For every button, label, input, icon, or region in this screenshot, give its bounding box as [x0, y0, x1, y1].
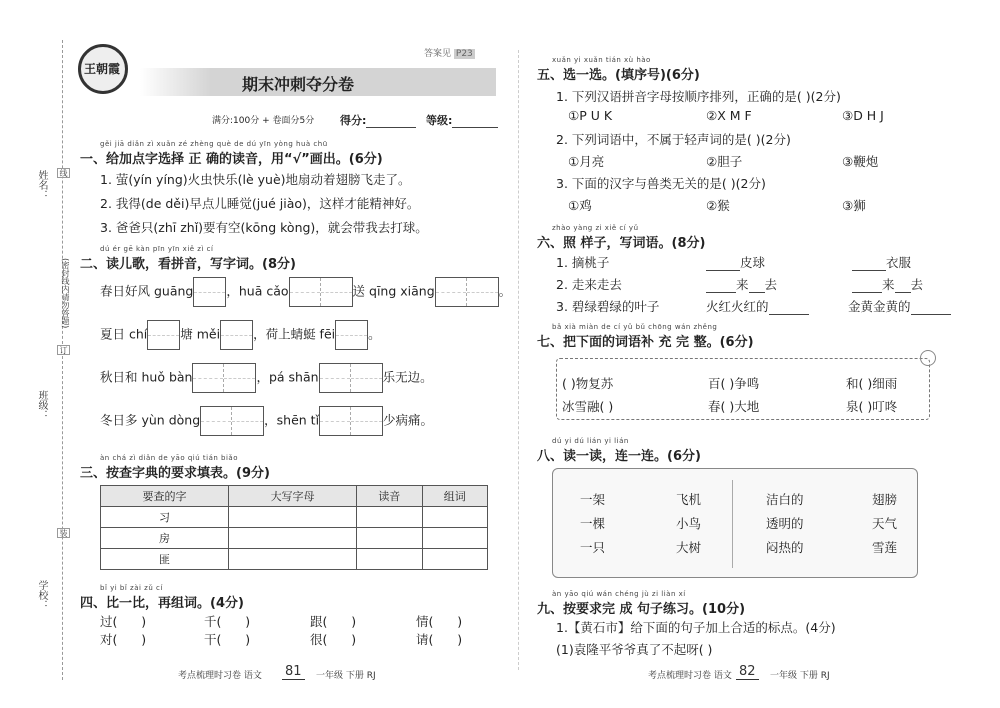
table-cell-char: 匪	[101, 549, 229, 570]
s9-title: 九、按要求完 成 句子练习。(10分)	[537, 602, 746, 617]
grade-label	[426, 112, 498, 128]
sun-icon	[920, 350, 936, 366]
pair-2[interactable]	[204, 612, 250, 648]
table-cell[interactable]	[357, 507, 422, 528]
s2-l4-text-c: 少病痛。	[383, 412, 434, 428]
s6-example-3: 3. 碧绿碧绿的叶子	[556, 299, 660, 314]
s4-title: 四、比一比，再组词。(4分)	[80, 596, 244, 611]
s6-word: 火红火红的	[706, 299, 769, 314]
s3-pinyin: àn chá zì diǎn de yāo qiú tián biǎo	[100, 454, 239, 462]
s2-grid-6[interactable]	[335, 320, 368, 350]
s1-item-1[interactable]: 1. 萤(yín yíng)火虫快乐(lè yuè)地扇动着翅膀飞走了。	[100, 172, 411, 187]
s4-pinyin: bǐ yi bǐ zài zǔ cí	[100, 584, 163, 592]
footer-left-grade: 一年级 下册 RJ	[316, 671, 376, 681]
table-header: 读音	[357, 486, 422, 507]
footer-left-info: 考点梳理时习卷 语文	[178, 671, 262, 681]
s2-grid-2[interactable]	[289, 277, 353, 307]
table-cell[interactable]	[229, 549, 357, 570]
pair-close: )	[141, 632, 147, 647]
pair-word: 很(	[310, 632, 328, 647]
match-item[interactable]: 闷热的	[766, 540, 804, 555]
s6-word: 皮球	[740, 255, 766, 270]
binding-line	[62, 40, 63, 680]
s7-item[interactable]: ( )物复苏	[562, 376, 614, 391]
s6-word: 来	[882, 277, 895, 292]
table-header: 大写字母	[229, 486, 357, 507]
s7-item[interactable]: 春( )大地	[708, 399, 760, 414]
pair-word: 千(	[204, 614, 222, 629]
s5-q2-opt-1[interactable]: ①月亮	[568, 154, 605, 169]
table-row	[101, 528, 488, 549]
match-item[interactable]: 洁白的	[766, 492, 804, 507]
answer-ref	[424, 46, 475, 59]
match-item[interactable]: 雪莲	[872, 540, 898, 555]
pair-1[interactable]	[100, 612, 146, 648]
pair-close: )	[245, 632, 251, 647]
match-item[interactable]: 天气	[872, 516, 898, 531]
s6-title: 六、照 样子，写词语。(8分)	[537, 236, 706, 251]
name-label: 姓名：	[36, 170, 47, 200]
table-header: 组词	[422, 486, 487, 507]
pair-word: 过(	[100, 614, 118, 629]
s5-pinyin: xuǎn yi xuǎn tián xù hào	[552, 56, 651, 64]
s2-l4-text-b: ，shēn tǐ	[264, 412, 320, 428]
s6-word: 金黄金黄的	[848, 299, 911, 314]
table-cell[interactable]	[229, 507, 357, 528]
pair-word: 对(	[100, 632, 118, 647]
table-cell[interactable]	[422, 528, 487, 549]
s6-example-1: 1. 摘桃子	[556, 255, 610, 270]
s5-q3-opt-3[interactable]: ③狮	[842, 198, 866, 213]
s2-l2-text-c: ，荷上蜻蜓 fēi	[253, 326, 336, 342]
pair-close: )	[141, 614, 147, 629]
footer-right-info: 考点梳理时习卷 语文	[648, 671, 732, 681]
logo-text: 王朝霞	[84, 62, 121, 76]
s6-blank-3[interactable]	[706, 275, 777, 293]
compare-words	[100, 612, 492, 658]
s5-q2-opt-2[interactable]: ②胆子	[706, 154, 743, 169]
s2-pinyin: dú ér gē kàn pīn yīn xiě zì cí	[100, 245, 214, 253]
s6-word: 去	[910, 277, 924, 292]
s2-l2-text-d: 。	[368, 326, 381, 342]
s2-line-3	[100, 363, 433, 393]
seal-mark-2: 订	[59, 346, 68, 354]
table-cell[interactable]	[229, 528, 357, 549]
pair-close: )	[351, 632, 357, 647]
page-title: 期末冲刺夺分卷	[242, 75, 355, 94]
s7-item[interactable]: 泉( )叮咚	[846, 399, 898, 414]
table-header: 要查的字	[101, 486, 229, 507]
s5-title: 五、选一选。(填序号)(6分)	[537, 68, 700, 83]
s6-example-2: 2. 走来走去	[556, 277, 622, 292]
table-row	[101, 549, 488, 570]
dictionary-table	[100, 485, 488, 570]
s2-grid-4[interactable]	[147, 320, 180, 350]
seal-text: (密封线内请勿答题)	[61, 258, 70, 329]
score-blank[interactable]	[366, 127, 416, 128]
s2-grid-9[interactable]	[200, 406, 264, 436]
s2-line-2	[100, 320, 381, 350]
s2-l1-text-b: ，huā cǎo	[226, 283, 289, 299]
pair-close: )	[245, 614, 251, 629]
score-label-text: 得分:	[340, 114, 367, 127]
s7-item[interactable]: 冰雪融( )	[562, 399, 614, 414]
s2-line-4	[100, 406, 433, 436]
s2-grid-5[interactable]	[220, 320, 253, 350]
s8-pinyin: dú yi dú lián yi lián	[552, 437, 629, 445]
match-item[interactable]: 飞机	[676, 492, 702, 507]
s8-title: 八、读一读，连一连。(6分)	[537, 449, 701, 464]
table-cell[interactable]	[422, 507, 487, 528]
footer-right-grade: 一年级 下册 RJ	[770, 671, 830, 681]
seal-mark-3: 装	[59, 529, 68, 537]
table-cell[interactable]	[357, 528, 422, 549]
s6-word: 去	[764, 277, 778, 292]
pair-word: 情(	[416, 614, 434, 629]
match-item[interactable]: 透明的	[766, 516, 804, 531]
s2-l1-text-c: 送 qīng xiāng	[352, 283, 435, 299]
s5-q2-opt-3[interactable]: ③鞭炮	[842, 154, 879, 169]
answer-page: P23	[455, 49, 473, 59]
s6-blank-5[interactable]	[706, 297, 809, 315]
s2-l4-text-a: 冬日多 yùn dòng	[100, 412, 201, 428]
s2-grid-1[interactable]	[193, 277, 226, 307]
match-item[interactable]: 小鸟	[676, 516, 702, 531]
s3-title: 三、按查字典的要求填表。(9分)	[80, 466, 270, 481]
s7-item[interactable]: 百( )争鸣	[708, 376, 760, 391]
s5-q3: 3. 下面的汉字与兽类无关的是( )(2分)	[556, 176, 766, 191]
s9-q1: 1.【黄石市】给下面的句子加上合适的标点。(4分)	[556, 620, 836, 635]
s2-l2-text-a: 夏日 chí	[100, 326, 148, 342]
match-item[interactable]: 翅膀	[872, 492, 898, 507]
grade-blank[interactable]	[452, 127, 498, 128]
s7-title: 七、把下面的词语补 充 完 整。(6分)	[537, 335, 754, 350]
page-number-right: 82	[736, 664, 759, 680]
s1-item-2[interactable]: 2. 我得(de děi)早点儿睡觉(jué jiào)，这样才能精神好。	[100, 196, 420, 211]
s6-word: 来	[736, 277, 749, 292]
s6-word: 衣服	[886, 255, 912, 270]
pair-3[interactable]	[310, 612, 356, 648]
s6-pinyin: zhào yàng zi xiě cí yǔ	[552, 224, 639, 232]
s8-box	[552, 468, 918, 578]
match-item[interactable]: 一棵	[580, 516, 606, 531]
page-number-left: 81	[282, 664, 305, 680]
s6-blank-4[interactable]	[852, 275, 923, 293]
pair-close: )	[457, 632, 463, 647]
s5-q1-opt-3[interactable]: ③D H J	[842, 108, 884, 123]
s2-l3-text-a: 秋日和 huǒ bàn	[100, 369, 193, 385]
s7-pinyin: bǎ xià miàn de cí yǔ bǔ chōng wán zhěng	[552, 323, 718, 331]
pair-4[interactable]	[416, 612, 462, 648]
s2-l1-text-d: 。	[498, 283, 512, 299]
table-cell-char: 习	[101, 507, 229, 528]
match-item[interactable]: 一架	[580, 492, 606, 507]
pair-close: )	[351, 614, 357, 629]
s9-pinyin: àn yāo qiú wán chéng jù zi liàn xí	[552, 590, 686, 598]
s2-title: 二、读儿歌，看拼音，写字词。(8分)	[80, 257, 296, 272]
s5-q1: 1. 下列汉语拼音字母按顺序排列，正确的是( )(2分)	[556, 89, 841, 104]
grade-label-text: 等级:	[426, 114, 453, 127]
s8-divider	[732, 480, 733, 568]
pair-word: 干(	[204, 632, 222, 647]
s5-q3-opt-1[interactable]: ①鸡	[568, 198, 592, 213]
s2-l3-text-c: 乐无边。	[382, 369, 433, 385]
s1-title: 一、给加点字选择 正 确的读音，用“√”画出。(6分)	[80, 152, 383, 167]
s5-q3-opt-2[interactable]: ②猴	[706, 198, 730, 213]
score-info: 满分:100分 + 卷面分5分	[212, 116, 315, 126]
s2-l2-text-b: 塘 měi	[180, 326, 221, 342]
s2-grid-10[interactable]	[319, 406, 383, 436]
class-label: 班级：	[36, 390, 47, 420]
school-label: 学校：	[36, 580, 47, 610]
seal-mark-1: 线	[59, 169, 68, 177]
s1-item-3[interactable]: 3. 爸爸只(zhī zhǐ)要有空(kōng kòng)，就会带我去打球。	[100, 220, 428, 235]
table-cell[interactable]	[357, 549, 422, 570]
s2-line-1	[100, 277, 511, 307]
s5-q2: 2. 下列词语中，不属于轻声词的是( )(2分)	[556, 132, 791, 147]
page-divider	[518, 50, 519, 670]
match-item[interactable]: 大树	[676, 540, 702, 555]
s2-grid-7[interactable]	[192, 363, 256, 393]
s6-blank-2[interactable]	[852, 253, 911, 271]
table-row	[101, 507, 488, 528]
s2-l1-text-a: 春日好风 guāng	[100, 283, 194, 299]
match-item[interactable]: 一只	[580, 540, 606, 555]
s9-q1-a[interactable]: (1)袁隆平爷爷真了不起呀( )	[556, 642, 713, 657]
score-label	[340, 112, 416, 128]
s5-q1-opt-1[interactable]: ①P U K	[568, 108, 613, 123]
s7-item[interactable]: 和( )细雨	[846, 376, 898, 391]
pair-word: 跟(	[310, 614, 328, 629]
pair-close: )	[457, 614, 463, 629]
s2-grid-8[interactable]	[319, 363, 383, 393]
s6-blank-6[interactable]	[848, 297, 951, 315]
answer-ref-label: 答案见	[424, 49, 452, 59]
s1-pinyin: gěi jiā diǎn zì xuǎn zé zhèng què de dú yīn yòng huà chū	[100, 140, 328, 148]
pair-word: 请(	[416, 632, 434, 647]
s2-grid-3[interactable]	[435, 277, 499, 307]
s6-blank-1[interactable]	[706, 253, 765, 271]
table-cell-char: 房	[101, 528, 229, 549]
table-cell[interactable]	[422, 549, 487, 570]
s2-l3-text-b: ，pá shān	[256, 369, 319, 385]
s5-q1-opt-2[interactable]: ②X M F	[706, 108, 752, 123]
